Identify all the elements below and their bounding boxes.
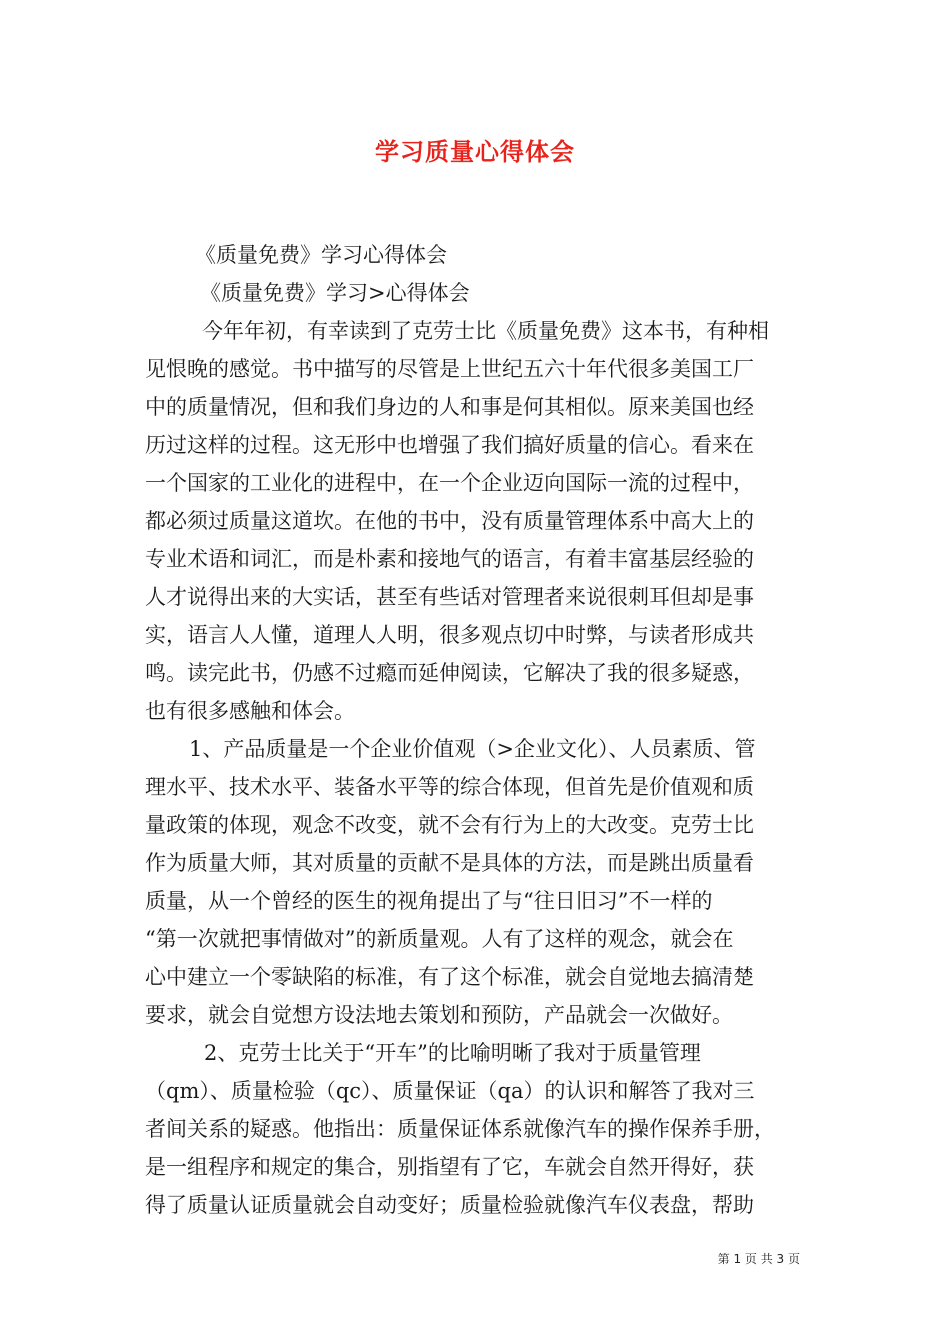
- text-line: 都必须过质量这道坎。在他的书中，没有质量管理体系中高大上的: [145, 509, 754, 533]
- text-line: 一个国家的工业化的进程中，在一个企业迈向国际一流的过程中，: [145, 471, 754, 495]
- text-line: 人才说得出来的大实话，甚至有些话对管理者来说很刺耳但却是事: [145, 585, 754, 609]
- text-line: （qm）、质量检验（qc）、质量保证（qa）的认识和解答了我对三: [145, 1079, 755, 1103]
- text-line: 心中建立一个零缺陷的标准，有了这个标准，就会自觉地去搞清楚: [145, 965, 754, 989]
- text-line: 今年年初，有幸读到了克劳士比《质量免费》这本书，有种相: [202, 319, 769, 343]
- text-line: 理水平、技术水平、装备水平等的综合体现，但首先是价值观和质: [145, 775, 754, 799]
- text-line: 2、克劳士比关于“开车”的比喻明晰了我对于质量管理: [204, 1041, 701, 1065]
- page-number: 第 1 页 共 3 页: [717, 1252, 800, 1266]
- text-line: 者间关系的疑惑。他指出：质量保证体系就像汽车的操作保养手册，: [145, 1117, 775, 1141]
- text-line: 实，语言人人懂，道理人人明，很多观点切中时弊，与读者形成共: [145, 623, 754, 647]
- text-line: 历过这样的过程。这无形中也增强了我们搞好质量的信心。看来在: [145, 433, 754, 457]
- document-body: [145, 236, 810, 1224]
- text-line: 要求，就会自觉想方设法地去策划和预防，产品就会一次做好。: [145, 1003, 733, 1027]
- text-line: 质量，从一个曾经的医生的视角提出了与“往日旧习”不一样的: [145, 889, 713, 913]
- text-line: 作为质量大师，其对质量的贡献不是具体的方法，而是跳出质量看: [145, 851, 754, 875]
- text-line: 得了质量认证质量就会自动变好；质量检验就像汽车仪表盘，帮助: [145, 1193, 754, 1217]
- text-line: 见恨晚的感觉。书中描写的尽管是上世纪五六十年代很多美国工厂: [145, 357, 754, 381]
- text-line: 《质量免费》学习>心得体会: [200, 281, 470, 305]
- text-line: 1、产品质量是一个企业价值观（>企业文化）、人员素质、管: [189, 737, 756, 761]
- document-title: 学习质量心得体会: [375, 137, 575, 166]
- text-line: 鸣。读完此书，仍感不过瘾而延伸阅读，它解决了我的很多疑惑，: [145, 661, 754, 685]
- text-line: 是一组程序和规定的集合，别指望有了它，车就会自然开得好，获: [145, 1155, 754, 1179]
- text-line: 中的质量情况，但和我们身边的人和事是何其相似。原来美国也经: [145, 395, 754, 419]
- text-line: 也有很多感触和体会。: [145, 699, 355, 723]
- text-line: 《质量免费》学习心得体会: [195, 243, 447, 267]
- text-line: 量政策的体现，观念不改变，就不会有行为上的大改变。克劳士比: [145, 813, 754, 837]
- text-line: 专业术语和词汇，而是朴素和接地气的语言，有着丰富基层经验的: [145, 547, 754, 571]
- text-line: “第一次就把事情做对”的新质量观。人有了这样的观念，就会在: [145, 927, 734, 951]
